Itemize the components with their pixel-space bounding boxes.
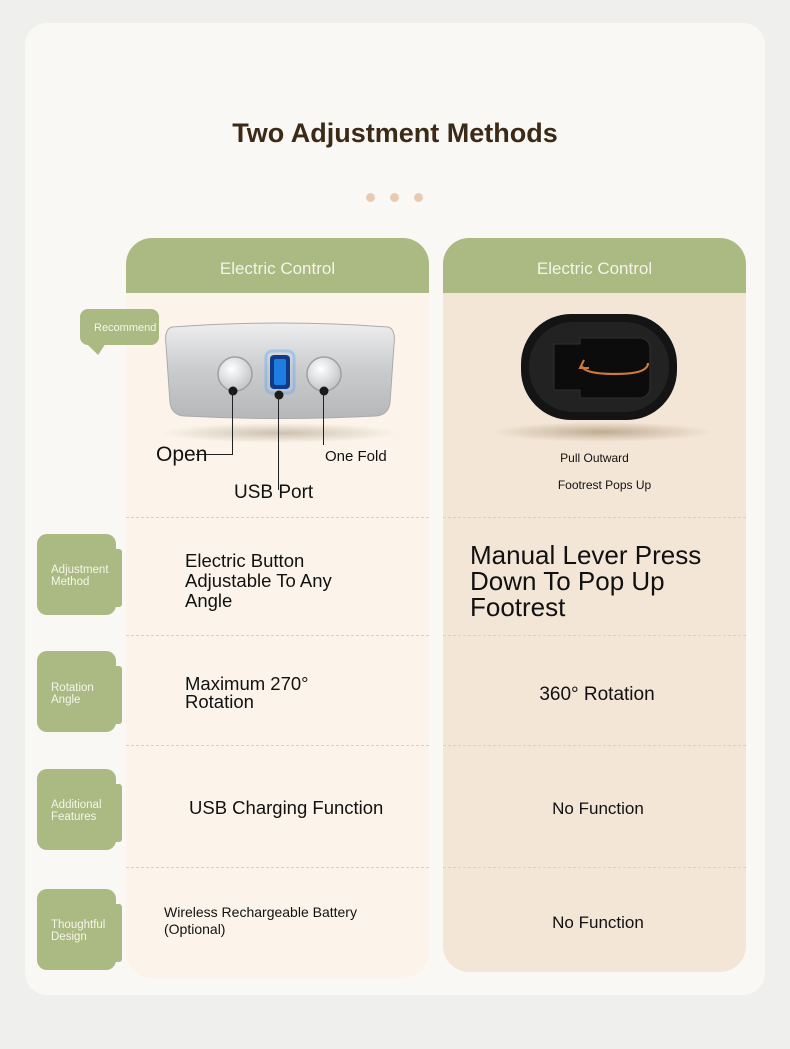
pull-outward-label: Pull Outward [560,451,629,465]
electric-adjustment-text: Electric Button Adjustable To Any Angle [185,550,332,611]
row-label-additional-features: Additional Features [37,769,116,850]
manual-design-text: No Function [552,913,644,932]
row-divider [443,517,746,518]
decorative-dot [390,193,399,202]
manual-lever-image [488,308,722,448]
row-label-adjustment-method: Adjustment Method [37,534,116,615]
row-divider [126,867,429,868]
usb-port-label: USB Port [234,482,314,503]
row-divider [126,635,429,636]
recommend-badge: Recommend [80,309,159,345]
electric-rotation-text: Maximum 270° Rotation [185,673,309,712]
row-divider [443,635,746,636]
manual-features-text: No Function [552,799,644,818]
footrest-pops-up-label: Footrest Pops Up [557,478,652,492]
one-fold-label: One Fold [325,448,387,465]
row-divider [126,517,429,518]
open-label: Open [156,443,208,466]
manual-rotation-text: 360° Rotation [539,684,655,705]
callout-line [278,395,279,490]
page-title: Two Adjustment Methods [232,118,558,148]
manual-adjustment-text: Manual Lever Press Down To Pop Up Footrest [470,540,702,622]
row-label-rotation-angle: Rotation Angle [37,651,116,732]
callout-line [232,391,233,455]
badge-tail [86,343,110,355]
electric-design-text: Wireless Rechargeable Battery (Optional) [164,904,357,937]
callout-line [323,391,324,445]
column-header: Electric Control [126,238,429,293]
column-header: Electric Control [443,238,746,293]
decorative-dot [366,193,375,202]
row-divider [443,867,746,868]
row-label-thoughtful-design: Thoughtful Design [37,889,116,970]
row-divider [126,745,429,746]
decorative-dot [414,193,423,202]
electric-control-panel-image [150,315,410,455]
row-divider [443,745,746,746]
electric-features-text: USB Charging Function [189,797,384,818]
